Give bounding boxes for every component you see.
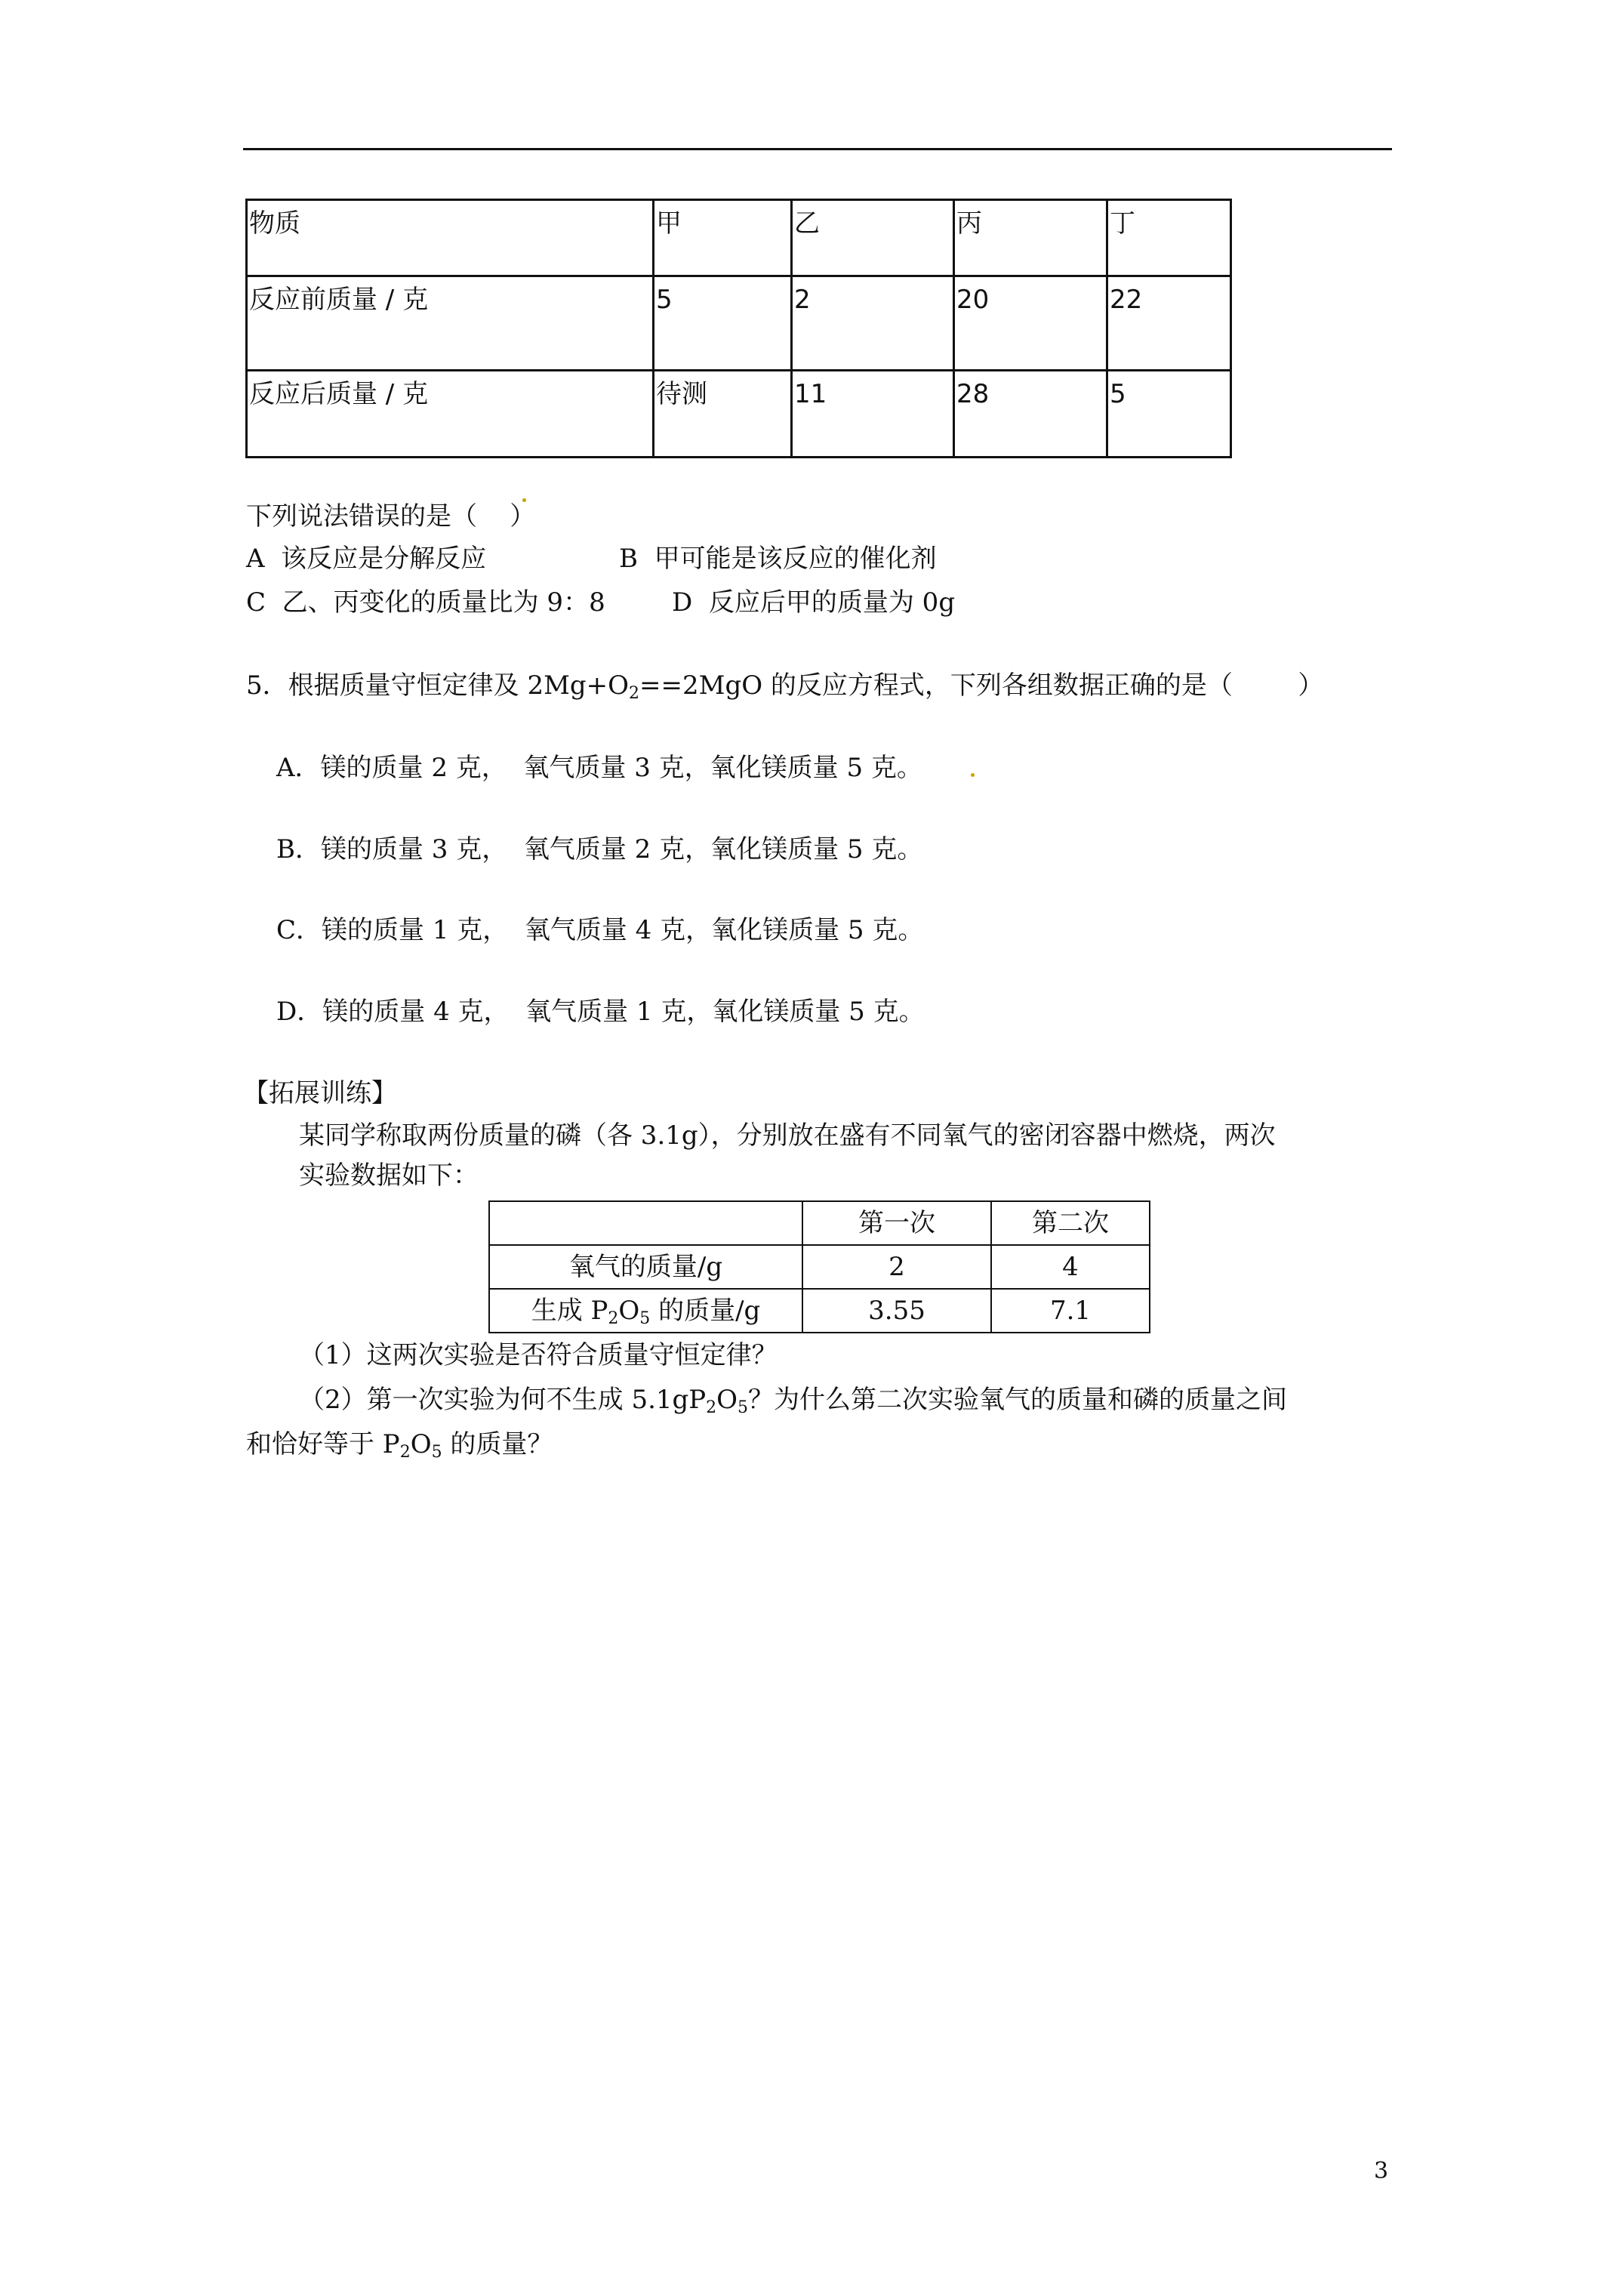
- q4-stem: 下列说法错误的是（ ）: [246, 501, 536, 532]
- table-header-cell: 甲: [654, 200, 792, 276]
- table-cell: 11: [792, 371, 954, 458]
- stray-mark: [971, 773, 975, 777]
- q4-option-b: B 甲可能是该反应的催化剂: [619, 544, 937, 574]
- q2-sub2: 5: [738, 1398, 749, 1417]
- section-heading: 【拓展训练】: [243, 1078, 397, 1108]
- q2-line2-mid: O: [410, 1429, 432, 1459]
- q2-line2-pre: 和恰好等于 P: [246, 1429, 400, 1459]
- table-row: [247, 276, 1231, 371]
- q5-option-a: A．镁的质量 2 克， 氧气质量 3 克，氧化镁质量 5 克。: [276, 753, 922, 783]
- row-label-post: 的质量/g: [650, 1296, 761, 1326]
- table-cell: 2: [792, 276, 954, 371]
- table-header-cell: 第一次: [802, 1201, 991, 1245]
- table-cell: 28: [954, 371, 1107, 458]
- q4-option-c: C 乙、丙变化的质量比为 9：8: [246, 587, 605, 618]
- page-number: 3: [1374, 2158, 1389, 2184]
- table-row: [247, 200, 1231, 276]
- q2-sub1: 2: [706, 1398, 717, 1417]
- table-header-cell: [489, 1201, 802, 1245]
- table-cell: 氧气的质量/g: [489, 1245, 802, 1289]
- row-label-mid: O: [618, 1296, 640, 1326]
- experiment-table: [488, 1200, 1150, 1333]
- table-row: [489, 1201, 1150, 1245]
- table-header-cell: 乙: [792, 200, 954, 276]
- extension-intro-line2: 实验数据如下：: [299, 1160, 479, 1191]
- q2-line2-sub2: 5: [431, 1443, 442, 1462]
- table-row: [489, 1289, 1150, 1333]
- table-header-cell: 丙: [954, 200, 1107, 276]
- table-cell: 7.1: [991, 1289, 1150, 1333]
- extension-question-2: [299, 1385, 1287, 1416]
- table-cell: 5: [654, 276, 792, 371]
- q2-post: ？为什么第二次实验氧气的质量和磷的质量之间: [748, 1385, 1288, 1415]
- table-cell: 4: [991, 1245, 1150, 1289]
- q5-stem-subscript: 2: [629, 684, 640, 703]
- q2-line2-sub1: 2: [399, 1443, 411, 1462]
- q2-mid: O: [716, 1385, 738, 1415]
- table-cell: 22: [1107, 276, 1231, 371]
- extension-intro-line1: 某同学称取两份质量的磷（各 3.1g），分别放在盛有不同氧气的密闭容器中燃烧，两次: [299, 1120, 1276, 1151]
- table-row: [489, 1245, 1150, 1289]
- q5-option-c: C．镁的质量 1 克， 氧气质量 4 克，氧化镁质量 5 克。: [276, 915, 924, 945]
- table-cell: 反应后质量 / 克: [247, 371, 654, 458]
- header-rule: [243, 148, 1392, 150]
- table-cell: 3.55: [802, 1289, 991, 1333]
- table-cell: 反应前质量 / 克: [247, 276, 654, 371]
- q2-pre: （2）第一次实验为何不生成 5.1gP: [299, 1385, 707, 1415]
- table-cell: 5: [1107, 371, 1231, 458]
- table-header-cell: 物质: [247, 200, 654, 276]
- table-cell: 待测: [654, 371, 792, 458]
- table-cell: 2: [802, 1245, 991, 1289]
- extension-question-1: （1）这两次实验是否符合质量守恒定律？: [299, 1340, 778, 1370]
- q2-line2-post: 的质量？: [442, 1429, 553, 1459]
- table-header-cell: 丁: [1107, 200, 1231, 276]
- row-label-sub2: 5: [639, 1309, 651, 1328]
- table-header-cell: 第二次: [991, 1201, 1150, 1245]
- row-label-pre: 生成 P: [531, 1296, 608, 1326]
- q5-option-d: D．镁的质量 4 克， 氧气质量 1 克，氧化镁质量 5 克。: [276, 997, 925, 1027]
- row-label-sub1: 2: [608, 1309, 619, 1328]
- q5-option-b: B．镁的质量 3 克， 氧气质量 2 克，氧化镁质量 5 克。: [276, 834, 923, 864]
- q5-stem-suffix: ==2MgO 的反应方程式，下列各组数据正确的是（ ）: [639, 670, 1324, 701]
- q4-option-a: A 该反应是分解反应: [246, 544, 487, 574]
- table-row: [247, 371, 1231, 458]
- table-cell: [489, 1289, 802, 1333]
- q5-stem-prefix: 5．根据质量守恒定律及 2Mg+O: [246, 670, 630, 701]
- q5-stem: [246, 670, 1323, 701]
- q4-option-d: D 反应后甲的质量为 0g: [672, 587, 956, 618]
- mass-table: [245, 199, 1232, 458]
- extension-question-2-line2: [246, 1429, 553, 1460]
- table-cell: 20: [954, 276, 1107, 371]
